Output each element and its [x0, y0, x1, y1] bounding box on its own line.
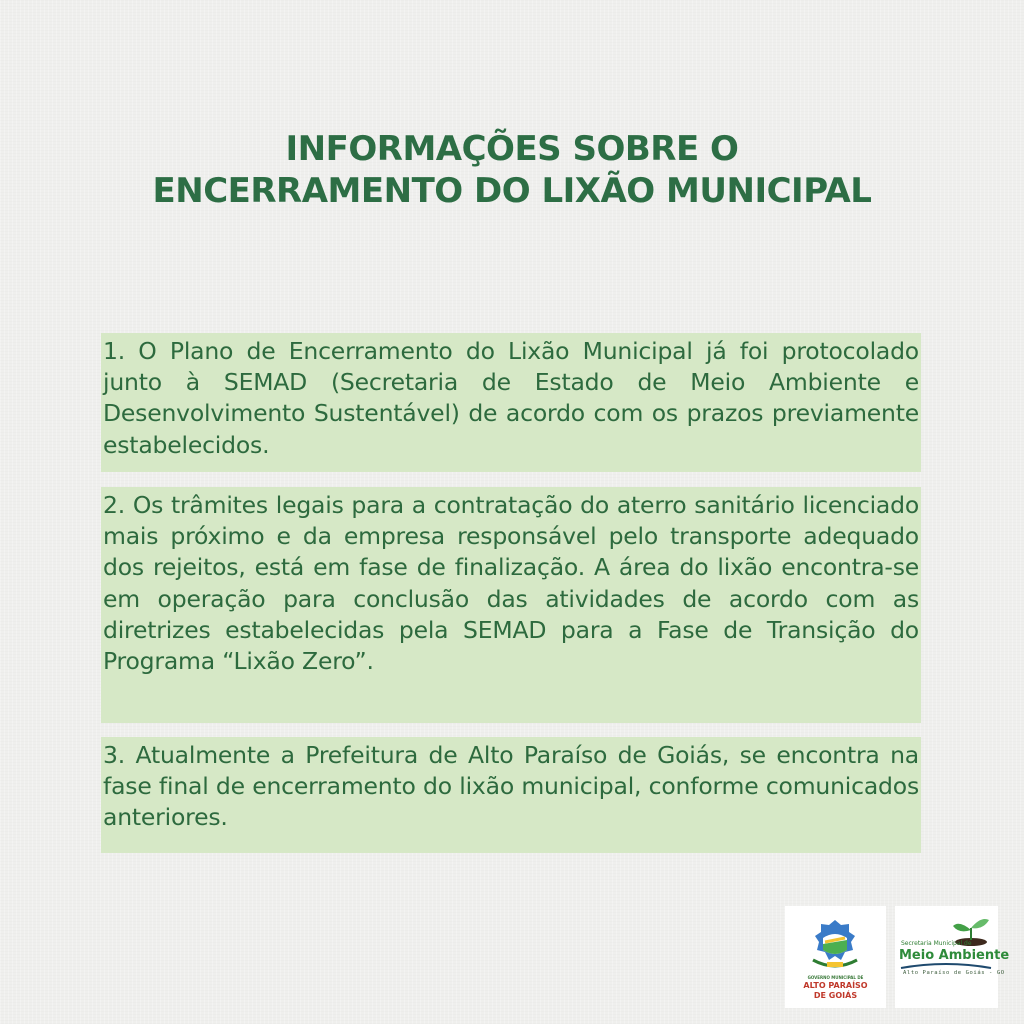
department-name: Meio Ambiente	[899, 948, 1010, 963]
municipal-gov-text: GOVERNO MUNICIPAL DE	[807, 975, 864, 980]
department-location: Alto Paraíso de Goiás - GO	[903, 970, 1005, 976]
municipal-state-text: DE GOIÁS	[813, 991, 858, 1000]
swoosh-icon	[899, 962, 993, 970]
info-item-text: 2. Os trâmites legais para a contratação do aterro sanitário licenciado mais próximo e da empresa responsável pelo transporte adequado dos rejeitos, está em fase de finalização. A área do lixão encontra-se em operação para conclusão das atividades de acordo com as diretrizes estabelecidas pela SEMAD para a Fase de Transição do Programa “Lixão Zero”.	[103, 491, 919, 676]
title-line-1: INFORMAÇÕES SOBRE O	[285, 129, 739, 169]
info-item-text: 3. Atualmente a Prefeitura de Alto Paraíso de Goiás, se encontra na fase final de encerramento do lixão municipal, conforme comunicados anteriores.	[103, 741, 919, 832]
info-item-2	[101, 487, 921, 723]
coat-of-arms-icon	[805, 916, 865, 972]
info-item-text: 1. O Plano de Encerramento do Lixão Municipal já foi protocolado junto à SEMAD (Secretaria de Estado de Meio Ambiente e Desenvolvimento Sustentável) de acordo com os prazos previamente estabelecidos.	[103, 337, 919, 459]
environment-department-logo	[895, 906, 1010, 1008]
info-item-3	[101, 737, 921, 853]
title-line-2: ENCERRAMENTO DO LIXÃO MUNICIPAL	[152, 171, 872, 211]
municipal-city-text: ALTO PARAÍSO	[803, 981, 868, 990]
municipal-logo	[785, 906, 886, 1008]
info-item-1	[101, 333, 921, 472]
department-label: Secretaria Municipal de	[901, 940, 972, 947]
page-title	[0, 128, 1024, 212]
